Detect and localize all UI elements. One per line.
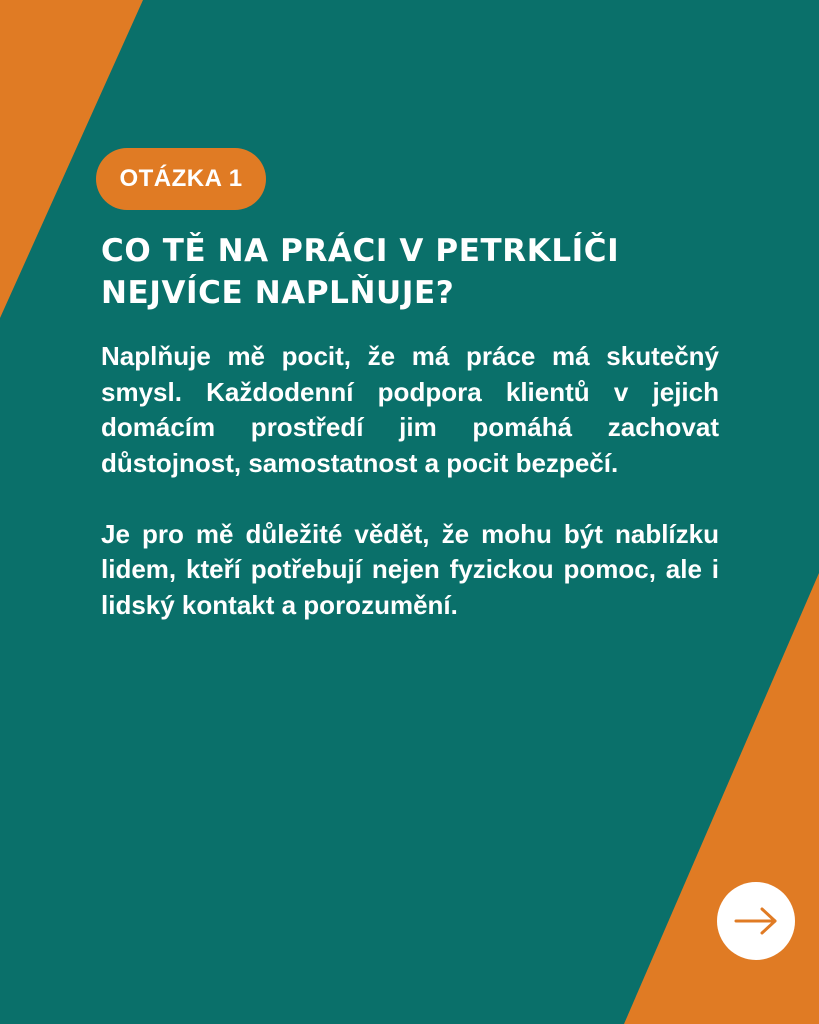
question-line: NEJVÍCE NAPLŇUJE? (101, 275, 455, 311)
next-slide-button[interactable] (717, 882, 795, 960)
answer-paragraph: Naplňuje mě pocit, že má práce má skutečný smysl. Každodenní podpora klientů v jejich domácím prostředí jim pomáhá zachovat důstojnost, samostatnost a pocit bezpečí. (101, 341, 719, 478)
answer-text (101, 339, 719, 659)
question-line: CO TĚ NA PRÁCI V PETRKLÍČI (101, 233, 620, 269)
question-heading (101, 230, 741, 314)
question-number-badge: OTÁZKA 1 (96, 148, 266, 210)
answer-paragraph: Je pro mě důležité vědět, že mohu být nablízku lidem, kteří potřebují nejen fyzickou pomoc, ale i lidský kontakt a porozumění. (101, 518, 719, 620)
arrow-right-icon (733, 906, 779, 936)
